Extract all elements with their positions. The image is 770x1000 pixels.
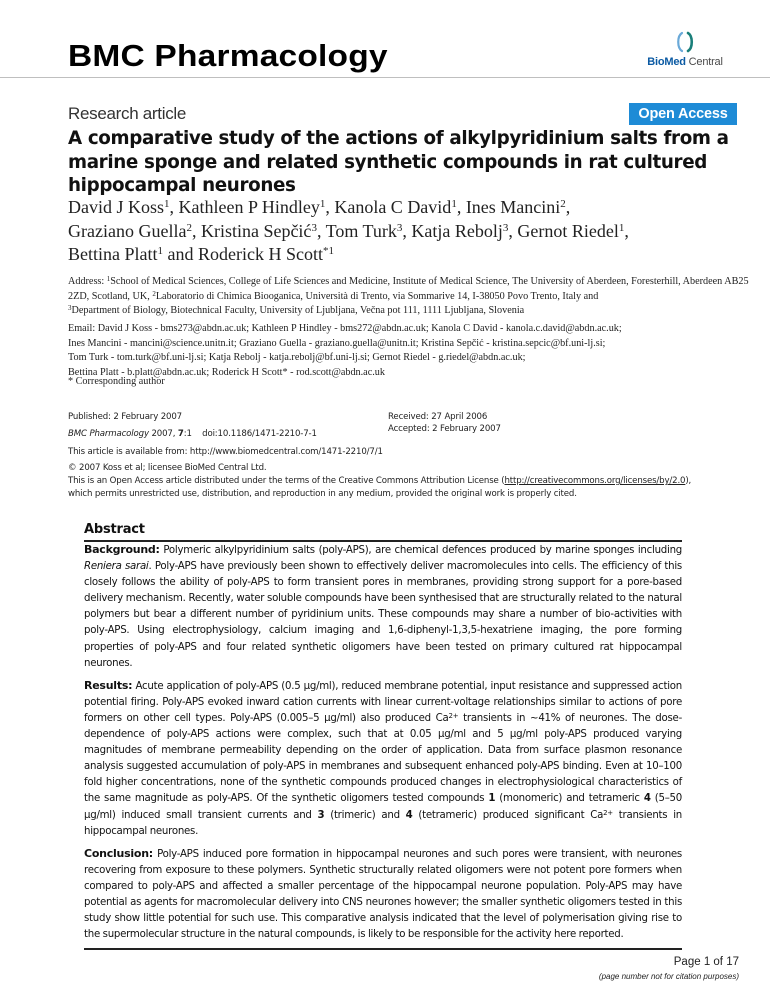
publisher-logo-text [640, 56, 730, 68]
affiliation-text: Department of Biology, Biotechnical Faculty, University of Ljubljana, Večna pot 111, 1111 Ljubljana, Slovenia [71, 305, 525, 316]
superscript: 2+ [603, 808, 613, 817]
results-label: Results: [84, 678, 133, 692]
author-affiliation-marker: 1 [319, 198, 326, 210]
affiliation-text: Laboratorio di Chimica Biooganica, Università di Trento, via Sommarive 14, I-38050 Povo Trento, Italy and [155, 290, 599, 302]
open-access-badge: Open Access [629, 103, 737, 125]
author-affiliation-marker: 1 [618, 221, 625, 234]
results-text: (5–50 µg/ml) induced small transient currents and [84, 793, 682, 821]
author-name: Kathleen P Hindley [178, 197, 320, 217]
compound-ref: 1 [488, 793, 496, 805]
author-emails [68, 322, 758, 380]
author-affiliation-marker: 3 [502, 221, 509, 234]
article-title: A comparative study of the actions of alkylpyridinium salts from a marine sponge and related synthetic compounds in rat cultured hippocampal neurones [68, 128, 729, 196]
author-name: Katja Rebolj [411, 220, 503, 241]
author-name: Graziano Guella [68, 220, 187, 241]
publisher-logo[interactable] [640, 30, 730, 80]
author-affiliation-marker: 1 [451, 198, 457, 210]
author-separator: and [163, 244, 198, 264]
citation-issue: :1 [183, 429, 192, 439]
superscript: 2+ [448, 711, 459, 720]
article-type: Research article [68, 104, 187, 123]
results-text: (monomeric) and tetrameric [495, 793, 644, 805]
affiliations [68, 275, 758, 319]
author-name: Tom Turk [325, 220, 397, 241]
author-name: Kristina Sepčić [200, 220, 312, 241]
author-name: Roderick H Scott [198, 244, 323, 264]
author-separator: , [316, 220, 326, 241]
affiliation-text: School of Medical Sciences, College of Life Sciences and Medicine, Institute of Medical Science, The University of Aberdeen, Foresterhill, Aberdeen AB25 2ZD, Scotland, UK, [68, 276, 749, 302]
compound-ref: 4 [643, 793, 651, 805]
copyright: © 2007 Koss et al; licensee BioMed Central Ltd. [68, 463, 267, 473]
citation [68, 428, 317, 441]
author-affiliation-marker: 2 [186, 221, 192, 234]
license-text-end: ), [685, 476, 692, 486]
license-text: This is an Open Access article distributed under the terms of the Creative Commons Attribution License ( [68, 476, 505, 486]
species-name: Reniera sarai [84, 561, 149, 573]
compound-ref: 4 [405, 809, 413, 821]
results-text: Acute application of poly-APS (0.5 µg/ml), reduced membrane potential, input resistance and suppressed action potential firing. Poly-APS evoked inward cation currents with linear current-voltage relationships similar to actions of pore formers on other cell types. Poly-APS (0.005–5 µg/ml) also produced Ca [84, 680, 682, 724]
license-line-1 [68, 475, 768, 488]
published-date: Published: 2 February 2007 [68, 412, 182, 422]
logo-bio: BioMed [647, 56, 686, 68]
received-date: Received: 27 April 2006 [388, 412, 488, 422]
abstract-background [84, 542, 682, 672]
license-line-2: which permits unrestricted use, distribution, and reproduction in any medium, provided the original work is properly cited. [68, 489, 577, 499]
accepted-date: Accepted: 2 February 2007 [388, 424, 501, 434]
journal-title: BMC Pharmacology [68, 38, 388, 73]
background-text-cont: . Poly-APS have previously been shown to effectively deliver macromolecules into cells. The efficiency of this closely follows the ability of poly-APS to form transient pores in membranes, providing strong support for a pore-based delivery mechanism. Recently, water soluble compounds have been synthesised that are structurally related to the natural polymers but bear a different number of pyridinium units. These compounds may share a number of bio-activities with poly-APS. Using electrophysiology, calcium imaging and 1,6-diphenyl-1,3,5-hexatriene imaging, the pore forming properties of poly-APS and four related synthetic oligomers have been tested on primary cultured rat hippocampal neurones. [84, 561, 682, 669]
page-number-note: (page number not for citation purposes) [598, 972, 739, 981]
author-separator: , [565, 197, 571, 217]
results-text: (trimeric) and [324, 809, 406, 821]
author-affiliation-marker: 3 [396, 221, 403, 234]
author-affiliation-marker: 1 [157, 245, 163, 257]
author-separator: , [402, 220, 412, 241]
page-number: Page 1 of 17 [673, 956, 739, 968]
background-text: Polymeric alkylpyridinium salts (poly-APS), are chemical defences produced by marine sponges including [159, 545, 682, 556]
author-affiliation-marker: 1 [164, 198, 170, 210]
author-separator: , [325, 197, 335, 217]
abstract-heading: Abstract [84, 522, 145, 537]
author-list [68, 196, 758, 267]
author-separator: , [508, 220, 518, 241]
author-affiliation-marker: 3 [311, 221, 317, 234]
email-line[interactable]: Bettina Platt - b.platt@abdn.ac.uk; Roderick H Scott* - rod.scott@abdn.ac.uk [68, 366, 385, 378]
abstract [84, 522, 682, 950]
email-line[interactable]: Tom Turk - tom.turk@bf.uni-lj.si; Katja Rebolj - katja.rebolj@bf.uni-lj.si; Gernot Riedel - g.riedel@abdn.ac.uk; [68, 352, 526, 363]
author-name: Bettina Platt [68, 244, 158, 264]
doi[interactable]: doi:10.1186/1471-2210-7-1 [202, 429, 317, 439]
abstract-results [84, 678, 682, 840]
results-text: (tetrameric) produced significant Ca [412, 809, 604, 821]
author-separator: , [456, 197, 466, 217]
author-name: Kanola C David [334, 197, 452, 217]
author-name: Gernot Riedel [517, 220, 619, 241]
author-separator: , [169, 197, 179, 217]
affiliation-number: 3 [68, 304, 72, 312]
abstract-conclusion [84, 846, 682, 944]
affiliation-number: 1 [106, 275, 111, 283]
compound-ref: 3 [317, 809, 325, 821]
citation-journal: BMC Pharmacology [68, 429, 149, 439]
conclusion-text: Poly-APS induced pore formation in hippocampal neurones and such pores were transient, with neurones recovering from exposure to these polymers. Synthetic structurally related oligomers were not potent pore formers when compared to poly-APS and affected a smaller percentage of the hippocampal neurone population. Poly-APS may have potential as agents for macromolecular delivery into CNS neurones however; the smaller synthetic oligomers tested in this study show little potential for such use. This comparative analysis indicated that the level of polymerisation giving rise to the supermolecular structure in the natural compounds, is likely to be responsible for the activity here reported. [84, 848, 682, 941]
email-line[interactable]: Email: David J Koss - bms273@abdn.ac.uk; Kathleen P Hindley - bms272@abdn.ac.uk; Kanola C David - kanola.c.david@abdn.ac.uk; [68, 323, 622, 334]
author-name: Ines Mancini [465, 197, 561, 217]
results-text: transients in hippocampal neurones. [84, 809, 682, 837]
article-url[interactable]: This article is available from: http://www.biomedcentral.com/1471-2210/7/1 [68, 447, 383, 457]
author-affiliation-marker: 2 [560, 198, 566, 210]
author-name: David J Koss [68, 197, 165, 217]
conclusion-label: Conclusion: [84, 846, 153, 860]
corresponding-author-note: * Corresponding author [68, 376, 165, 387]
address-label: Address: [68, 276, 107, 287]
license-link[interactable]: http://creativecommons.org/licenses/by/2.0 [504, 476, 686, 486]
citation-year: 2007, [148, 429, 178, 439]
affiliation-number: 2 [152, 289, 156, 298]
background-label: Background: [84, 543, 160, 556]
author-separator: , [191, 220, 201, 241]
header-divider [0, 77, 770, 78]
author-separator: , [624, 220, 629, 241]
abstract-divider-bottom [84, 948, 682, 950]
citation-volume: 7 [177, 429, 184, 439]
author-affiliation-marker: *1 [322, 245, 334, 257]
logo-central: Central [685, 56, 723, 68]
biomed-central-logo-icon [673, 30, 697, 54]
results-text: transients in ~41% of neurones. The dose-dependence of poly-APS actions were complex, such that at 0.05 µg/ml and 5 µg/ml poly-APS produced varying magnitudes of membrane permeability depending on the order of application. Data from surface plasmon resonance analysis suggested accumulation of poly-APS in membranes and subsequent enhanced poly-APS binding. Even at 10–100 fold higher concentrations, none of the synthetic compounds produced changes in electrophysiological characteristics of the same magnitude as poly-APS. Of the synthetic oligomers tested compounds [84, 712, 682, 805]
email-line[interactable]: Ines Mancini - mancini@science.unitn.it; Graziano Guella - graziano.guella@unitn.it; Kristina Sepčić - kristina.sepcic@bf.uni-lj.si; [68, 337, 606, 349]
